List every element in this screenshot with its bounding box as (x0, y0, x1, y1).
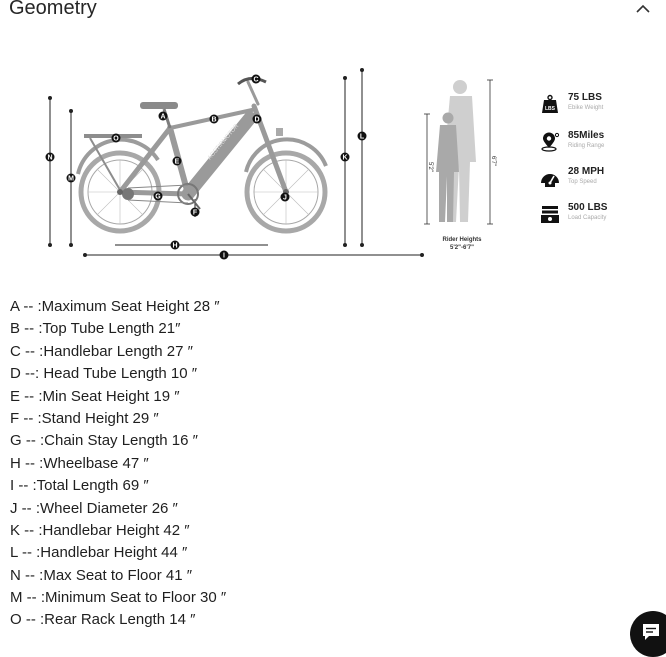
chat-icon (640, 621, 662, 643)
marker-h (171, 241, 180, 250)
bike-brand-text: AOSTIRMOTOR (206, 123, 241, 162)
marker-a (159, 112, 168, 121)
marker-o (112, 134, 121, 143)
measurement-item: B -- :Top Tube Length 21″ (10, 320, 181, 338)
spec-value: 28 MPH (568, 166, 605, 177)
measurement-item: H -- :Wheelbase 47 ″ (10, 454, 149, 472)
marker-j (281, 193, 290, 202)
marker-k (341, 153, 350, 162)
geometry-header[interactable] (0, 0, 666, 22)
svg-text:F: F (192, 209, 198, 217)
svg-text:G: G (155, 193, 161, 201)
rider-silhouettes (424, 80, 496, 224)
svg-text:5'2": 5'2" (427, 162, 433, 172)
svg-text:E: E (174, 158, 180, 166)
measurement-item: K -- :Handlebar Height 42 ″ (10, 521, 190, 539)
svg-text:L: L (359, 133, 365, 141)
spec-speed (540, 166, 650, 194)
marker-i (220, 251, 229, 260)
measurement-item: I -- :Total Length 69 ″ (10, 477, 149, 495)
svg-text:M: M (68, 175, 74, 183)
rider-caption-title: Rider Heights (442, 237, 482, 243)
marker-n (46, 153, 55, 162)
spec-value: 75 LBS (568, 92, 602, 103)
marker-e (173, 157, 182, 166)
measurement-item: G -- :Chain Stay Length 16 ″ (10, 432, 198, 450)
spec-label: Ebike Weight (568, 105, 604, 111)
spec-label: Riding Range (568, 143, 605, 149)
spec-weight (540, 92, 650, 120)
measurement-item: O -- :Rear Rack Length 14 ″ (10, 611, 196, 629)
marker-l (358, 132, 367, 141)
marker-d (253, 115, 262, 124)
svg-text:6'7": 6'7" (490, 156, 496, 166)
scale-icon (540, 204, 560, 224)
svg-text:LBS: LBS (545, 106, 555, 112)
svg-text:N: N (47, 154, 53, 162)
svg-text:H: H (172, 242, 178, 250)
chevron-up-icon[interactable] (634, 2, 652, 16)
speedometer-icon (540, 168, 560, 188)
svg-text:I: I (223, 252, 225, 260)
svg-text:O: O (113, 135, 119, 143)
marker-f (191, 208, 200, 217)
spec-load (540, 202, 650, 230)
marker-m (67, 174, 76, 183)
measurement-item: J -- :Wheel Diameter 26 ″ (10, 499, 178, 517)
svg-text:K: K (342, 154, 348, 162)
svg-text:A: A (160, 113, 166, 121)
rider-heights-caption (430, 236, 494, 252)
measurement-item: M -- :Minimum Seat to Floor 30 ″ (10, 589, 227, 607)
measurement-item: E -- :Min Seat Height 19 ″ (10, 387, 180, 405)
measurement-list (10, 296, 226, 632)
measurement-item: F -- :Stand Height 29 ″ (10, 409, 159, 427)
spec-range (540, 130, 650, 158)
weight-icon (540, 94, 560, 114)
measurement-item: N -- :Max Seat to Floor 41 ″ (10, 566, 193, 584)
measurement-item: C -- :Handlebar Length 27 ″ (10, 342, 193, 360)
svg-text:J: J (283, 194, 287, 202)
svg-text:C: C (253, 76, 259, 84)
measurement-item: A -- :Maximum Seat Height 28 ″ (10, 298, 220, 315)
svg-text:D: D (254, 116, 260, 124)
spec-value: 500 LBS (568, 202, 608, 213)
marker-c (252, 75, 261, 84)
section-title: Geometry (9, 0, 97, 19)
marker-b (210, 115, 219, 124)
spec-value: 85Miles (568, 130, 605, 141)
measurement-item: L -- :Handlebar Height 44 ″ (10, 544, 188, 562)
marker-g (154, 192, 163, 201)
svg-text:B: B (211, 116, 217, 124)
rider-caption-range: 5'2"-6'7" (450, 245, 474, 251)
spec-label: Top Speed (568, 179, 597, 185)
chat-button[interactable] (630, 611, 666, 657)
location-pin-icon (540, 132, 560, 152)
measurement-item: D --: Head Tube Length 10 ″ (10, 365, 198, 383)
spec-label: Load Capacity (568, 215, 607, 221)
